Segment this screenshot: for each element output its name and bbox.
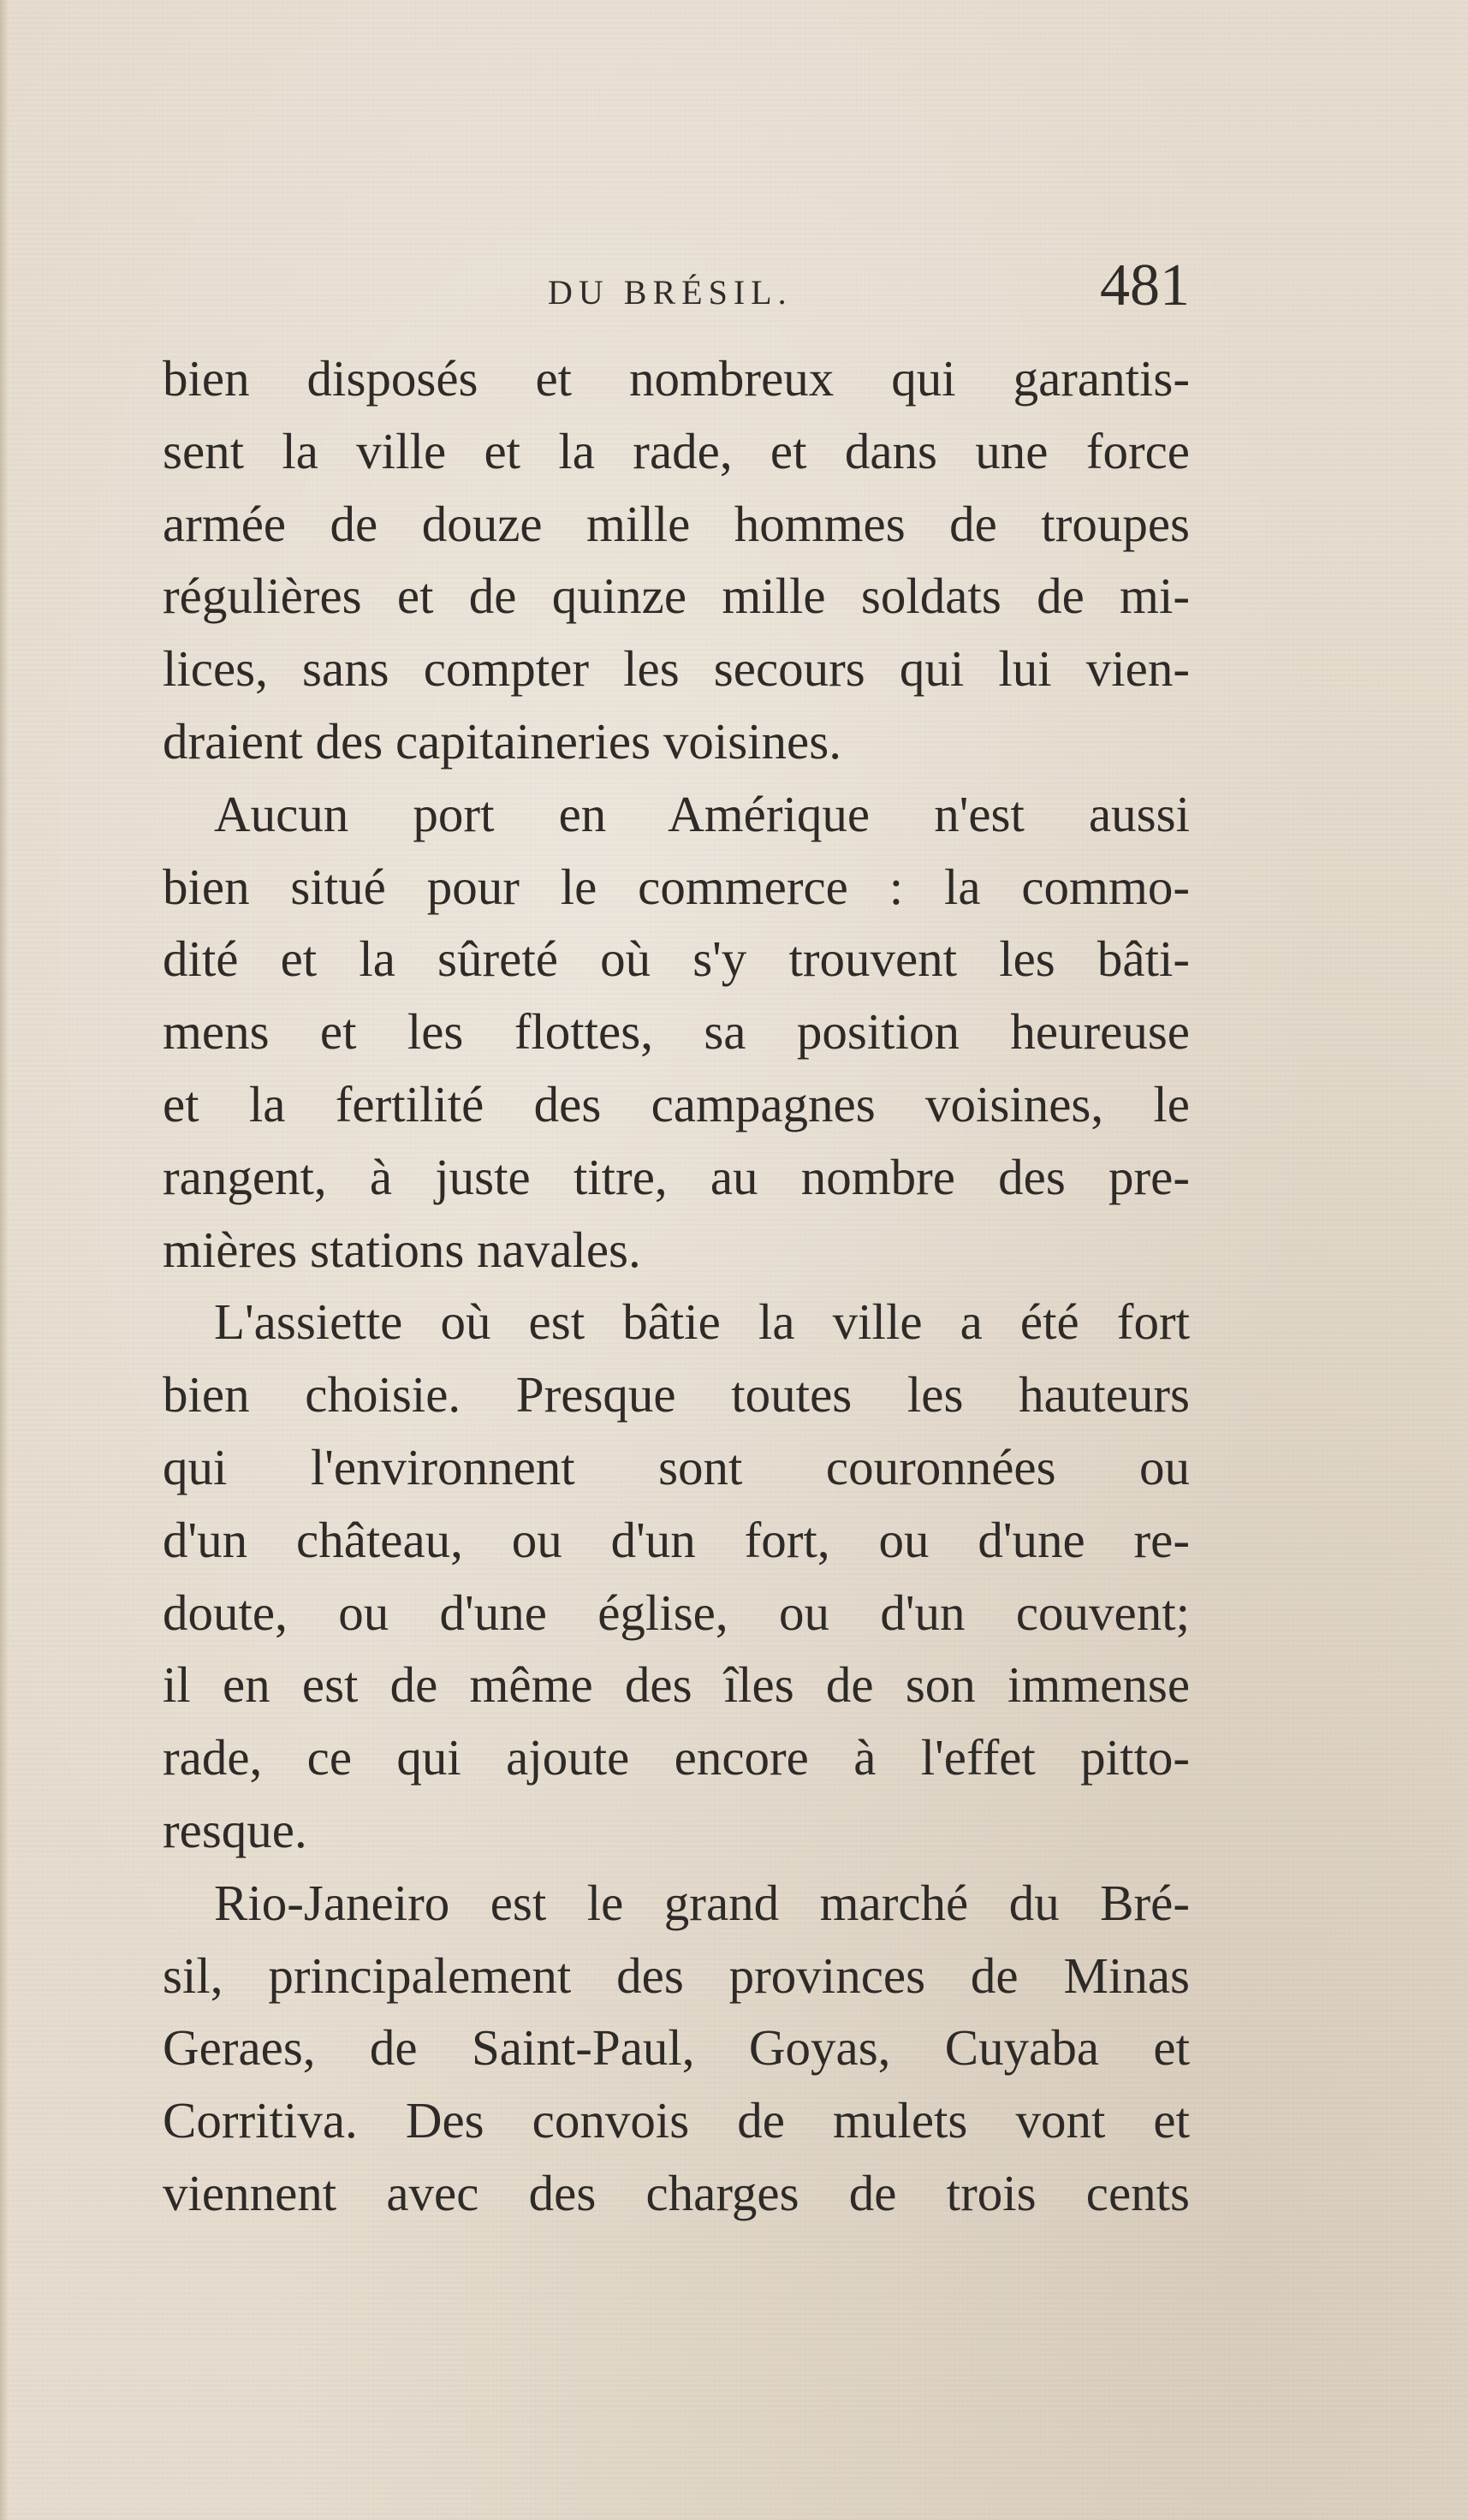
- text-line: doute, ou d'une église, ou d'un couvent;: [163, 1584, 1190, 1641]
- text-line: Rio-Janeiro est le grand marché du Bré-: [214, 1874, 1190, 1931]
- page-number: 481: [1100, 253, 1190, 318]
- text-line: sil, principalement des provinces de Minas: [163, 1946, 1190, 2004]
- text-line: Corritiva. Des convois de mulets vont et: [163, 2092, 1190, 2149]
- text-line: viennent avec des charges de trois cents: [163, 2164, 1190, 2221]
- text-line: Geraes, de Saint-Paul, Goyas, Cuyaba et: [163, 2019, 1190, 2077]
- text-line: draient des capitaineries voisines.: [163, 712, 841, 770]
- text-line: armée de douze mille hommes de troupes: [163, 495, 1190, 552]
- text-line: mières stations navales.: [163, 1221, 641, 1278]
- body-text: [163, 342, 1190, 2230]
- text-line: L'assiette où est bâtie la ville a été fort: [214, 1293, 1190, 1351]
- text-line: bien choisie. Presque toutes les hauteurs: [163, 1366, 1190, 1423]
- text-line: rade, ce qui ajoute encore à l'effet pitto-: [163, 1729, 1190, 1786]
- text-line: sent la ville et la rade, et dans une force: [163, 422, 1190, 479]
- running-title: DU BRÉSIL.: [548, 273, 793, 312]
- text-line: dité et la sûreté où s'y trouvent les bâti-: [163, 930, 1190, 988]
- text-line: mens et les flottes, sa position heureuse: [163, 1003, 1190, 1061]
- running-head: [163, 253, 1190, 351]
- text-line: régulières et de quinze mille soldats de mi-: [163, 568, 1190, 625]
- text-line: Aucun port en Amérique n'est aussi: [214, 785, 1190, 842]
- text-line: bien situé pour le commerce : la commo-: [163, 858, 1190, 915]
- text-line: bien disposés et nombreux qui garantis-: [163, 350, 1190, 407]
- text-line: il en est de même des îles de son immense: [163, 1656, 1190, 1714]
- page-edge-shadow: [0, 0, 9, 2520]
- text-line: d'un château, ou d'un fort, ou d'une re-: [163, 1511, 1190, 1568]
- text-line: lices, sans compter les secours qui lui vien-: [163, 640, 1190, 698]
- text-line: qui l'environnent sont couronnées ou: [163, 1438, 1190, 1495]
- text-line: resque.: [163, 1801, 307, 1858]
- text-line: et la fertilité des campagnes voisines, le: [163, 1075, 1190, 1132]
- text-line: rangent, à juste titre, au nombre des pre-: [163, 1148, 1190, 1205]
